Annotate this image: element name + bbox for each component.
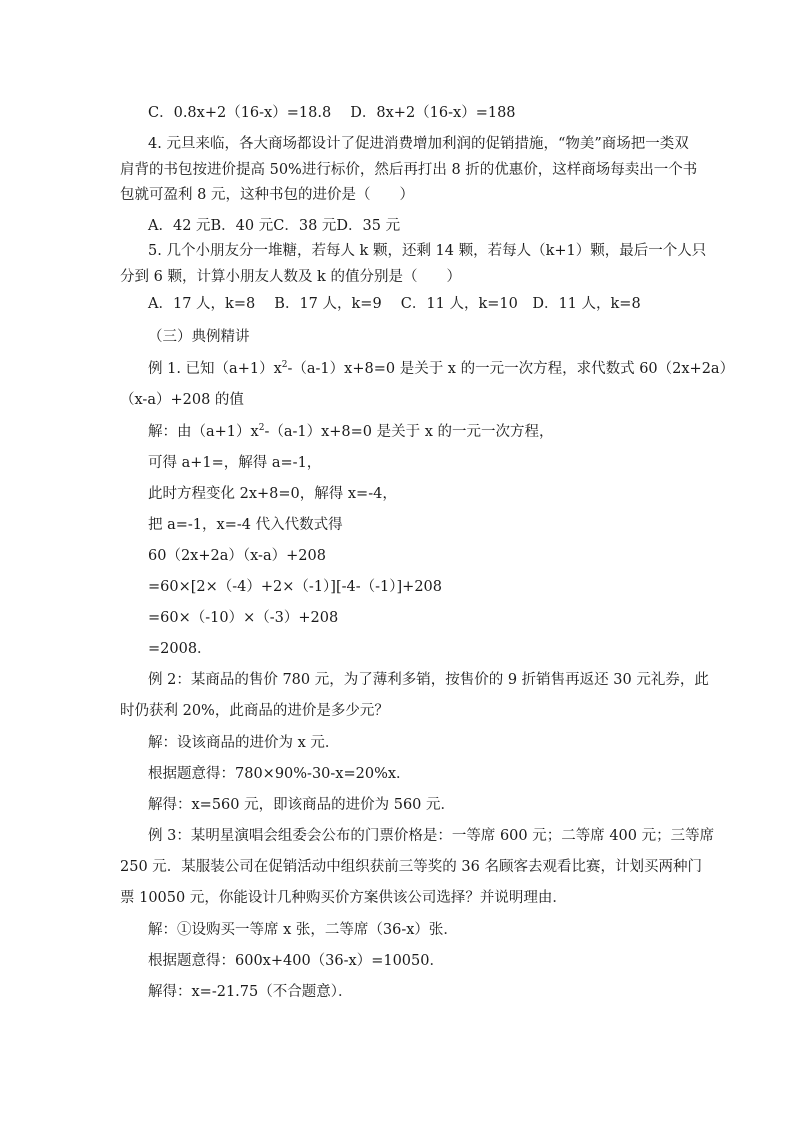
solution-1-line-3: 此时方程变化 2x+8=0，解得 x=-4， [148,486,397,502]
example-3-line-3: 票 10050 元，你能设计几种购买价方案供该公司选择？并说明理由． [120,890,567,906]
example-2-line-1: 例 2：某商品的售价 780 元，为了薄利多销，按售价的 9 折销售再返还 30 元礼券，此 [148,672,709,688]
solution-3-line-3: 解得：x=-21.75（不合题意）． [148,984,353,1000]
question-4-line-3: 包就可盈利 8 元，这种书包的进价是（ ） [120,187,414,203]
exponent: 2 [258,423,265,434]
example-3-line-1: 例 3：某明星演唱会组委会公布的门票价格是：一等席 600 元；二等席 400 元；三等席 [148,828,715,844]
solution-1-line-5: 60（2x+2a）（x-a）+208 [148,548,326,564]
question-5-line-1: 5. 几个小朋友分一堆糖，若每人 k 颗，还剩 14 颗，若每人（k+1）颗，最后一个人只 [148,243,707,259]
question-5-line-2: 分到 6 颗，计算小朋友人数及 k 的值分别是（ ） [120,269,461,285]
solution-2-line-2: 根据题意得：780×90%-30-x=20%x． [148,766,411,782]
solution-1-text-a: 解：由（a+1）x [148,424,259,440]
solution-1-line-8: =2008． [148,641,212,657]
example-3-line-2: 250 元．某服装公司在促销活动中组织获前三等奖的 36 名顾客去观看比赛，计划买两种门 [120,859,702,875]
solution-3-line-1: 解：①设购买一等席 x 张，二等席（36-x）张． [148,922,458,938]
example-1-text-b: -（a-1）x+8=0 是关于 x 的一元一次方程，求代数式 60（2x+2a） [287,361,735,377]
section-heading: （三）典例精讲 [148,329,250,345]
solution-2-line-3: 解得：x=560 元，即该商品的进价为 560 元． [148,797,456,813]
solution-1-line-1 [148,422,708,442]
solution-2-line-1: 解：设该商品的进价为 x 元． [148,735,340,751]
question-4-line-1: 4. 元旦来临，各大商场都设计了促进消费增加利润的促销措施，“物美”商场把一类双 [148,136,689,152]
example-2-line-2: 时仍获利 20%，此商品的进价是多少元？ [120,703,389,719]
example-1-line-2: （x-a）+208 的值 [120,392,244,408]
exponent: 2 [281,360,288,371]
solution-1-text-b: -（a-1）x+8=0 是关于 x 的一元一次方程， [264,424,554,440]
question-5-options: A．17 人，k=8 B．17 人，k=9 C．11 人，k=10 D．11 人，k=8 [148,296,641,312]
solution-1-line-7: =60×（-10）×（-3）+208 [148,610,339,626]
option-line-cd: C．0.8x+2（16-x）=18.8 D．8x+2（16-x）=188 [148,105,516,121]
question-4-line-2: 肩背的书包按进价提高 50%进行标价，然后再打出 8 折的优惠价，这样商场每卖出一个书 [120,162,698,178]
question-4-options: A．42 元B．40 元C．38 元D．35 元 [148,218,401,234]
solution-3-line-2: 根据题意得：600x+400（36-x）=10050． [148,953,444,969]
solution-1-line-2: 可得 a+1=，解得 a=-1， [148,455,322,471]
example-1-line-1 [148,359,735,379]
example-1-text-a: 例 1. 已知（a+1）x [148,361,282,377]
solution-1-line-6: =60×[2×（-4）+2×（-1）][-4-（-1）]+208 [148,579,442,595]
solution-1-line-4: 把 a=-1，x=-4 代入代数式得 [148,517,343,533]
